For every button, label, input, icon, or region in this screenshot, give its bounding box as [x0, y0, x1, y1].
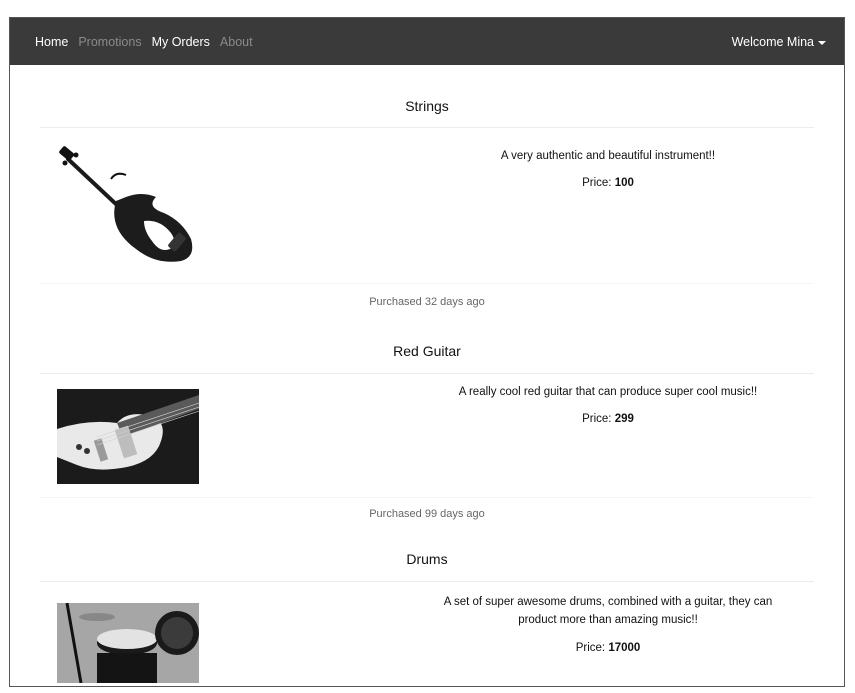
product-price	[428, 413, 788, 425]
browser-frame	[9, 17, 845, 687]
product-price	[428, 177, 788, 189]
nav-link-my-orders[interactable]: My Orders	[151, 34, 210, 49]
guitar-icon	[57, 389, 199, 484]
navbar	[10, 18, 844, 65]
user-menu-dropdown[interactable]	[732, 35, 826, 49]
nav-links	[35, 35, 253, 49]
nav-link-home[interactable]: Home	[35, 34, 69, 49]
divider	[40, 581, 814, 582]
product-price	[428, 642, 788, 654]
price-value: 17000	[608, 642, 641, 654]
welcome-label: Welcome Mina	[731, 34, 814, 49]
price-value: 100	[614, 177, 634, 189]
price-label: Price:	[582, 413, 612, 425]
drums-icon	[57, 603, 199, 683]
price-label: Price:	[582, 177, 612, 189]
product-description: A very authentic and beautiful instrument!!	[500, 150, 716, 162]
product-description: A set of super awesome drums, combined with a guitar, they can product more than amazing music!!	[443, 596, 773, 626]
divider	[40, 373, 814, 374]
purchased-date: Purchased 99 days ago	[369, 508, 485, 520]
product-title: Drums	[406, 551, 448, 567]
order-item	[10, 65, 844, 331]
nav-link-about[interactable]: About	[219, 34, 253, 49]
price-label: Price:	[575, 642, 606, 654]
nav-link-promotions[interactable]: Promotions	[78, 34, 142, 49]
product-image	[56, 141, 201, 281]
product-title: Strings	[405, 98, 449, 114]
divider	[40, 283, 814, 284]
divider	[40, 127, 814, 128]
order-item	[10, 547, 844, 687]
violin-icon	[56, 141, 201, 276]
product-title: Red Guitar	[393, 343, 461, 359]
product-image	[57, 603, 199, 687]
product-image	[57, 389, 199, 489]
purchased-date: Purchased 32 days ago	[369, 296, 485, 308]
order-item	[10, 331, 844, 547]
caret-down-icon	[818, 41, 826, 45]
divider	[40, 497, 814, 498]
orders-list	[10, 65, 844, 687]
product-description: A really cool red guitar that can produce super cool music!!	[458, 386, 758, 398]
price-value: 299	[614, 413, 634, 425]
